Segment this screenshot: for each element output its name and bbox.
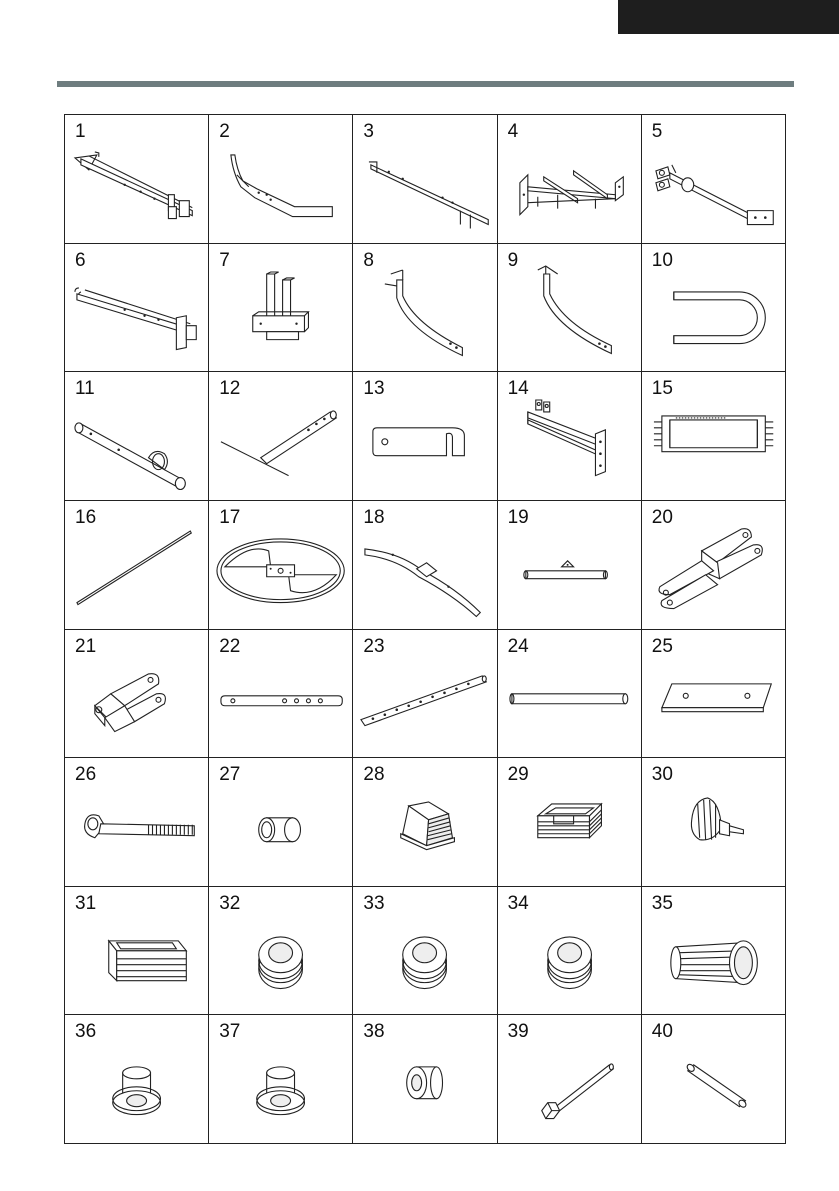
knob-icon	[642, 758, 785, 886]
part-number: 9	[507, 249, 519, 271]
clevis-bracket-icon	[65, 630, 208, 758]
part-cell	[642, 630, 786, 759]
oval-base-plate-icon	[209, 501, 352, 629]
part-number: 31	[75, 892, 97, 914]
part-number: 35	[651, 892, 673, 914]
part-number: 3	[363, 121, 374, 142]
round-end-cap-icon	[498, 887, 641, 1015]
eye-bolt-icon	[65, 758, 208, 886]
part-cell	[353, 501, 497, 630]
hex-bolt-icon	[498, 1015, 641, 1143]
right-handle-arm-icon	[498, 244, 641, 372]
pin-icon	[642, 1015, 785, 1143]
part-number: 16	[75, 506, 97, 528]
perforated-strip-icon	[209, 630, 352, 758]
part-cell	[65, 630, 209, 759]
slim-rail-icon	[353, 115, 496, 243]
part-cell	[353, 630, 497, 759]
part-cell	[498, 758, 642, 887]
header-rule	[57, 81, 794, 87]
part-cell	[353, 1015, 497, 1144]
part-cell	[498, 1015, 642, 1144]
part-cell	[642, 244, 786, 373]
wall-bracket-icon	[498, 372, 641, 500]
part-number: 39	[507, 1021, 529, 1043]
part-cell	[642, 115, 786, 244]
flanged-bushing-icon	[65, 1015, 208, 1143]
part-cell	[498, 115, 642, 244]
part-cell	[498, 630, 642, 759]
part-number: 6	[75, 249, 86, 271]
part-cell	[642, 372, 786, 501]
part-number: 30	[651, 764, 673, 786]
left-handle-arm-icon	[353, 244, 496, 372]
main-frame-icon	[65, 244, 208, 372]
bushing-icon	[209, 758, 352, 886]
part-cell	[65, 115, 209, 244]
thin-rod-icon	[65, 501, 208, 629]
part-cell	[209, 501, 353, 630]
part-number: 29	[507, 764, 529, 786]
part-cell	[498, 244, 642, 373]
part-number: 24	[507, 635, 529, 657]
flanged-bushing-icon	[209, 1015, 352, 1143]
part-number: 4	[507, 121, 519, 142]
strap-icon	[642, 372, 785, 500]
part-cell	[209, 115, 353, 244]
part-number: 26	[75, 764, 97, 786]
part-number: 22	[219, 635, 241, 657]
round-end-cap-icon	[209, 887, 352, 1015]
part-cell	[65, 372, 209, 501]
part-number: 34	[507, 892, 529, 914]
part-cell	[209, 630, 353, 759]
part-cell	[65, 758, 209, 887]
part-number: 11	[75, 378, 95, 400]
part-cell	[65, 1015, 209, 1144]
part-number: 37	[219, 1021, 241, 1043]
part-number: 19	[507, 506, 529, 528]
header-tab	[618, 0, 839, 34]
part-cell	[353, 244, 497, 373]
round-end-cap-icon	[353, 887, 496, 1015]
curved-bar-icon	[209, 115, 352, 243]
part-number: 23	[363, 635, 385, 657]
part-number: 33	[363, 892, 385, 914]
part-cell	[353, 758, 497, 887]
part-number: 38	[363, 1021, 385, 1043]
square-end-cap-icon	[498, 758, 641, 886]
part-number: 18	[363, 506, 385, 528]
part-cell	[498, 372, 642, 501]
part-cell	[642, 758, 786, 887]
part-number: 10	[651, 249, 673, 271]
part-number: 2	[219, 121, 230, 142]
part-number: 1	[75, 121, 86, 142]
part-cell	[498, 887, 642, 1016]
plain-tube-icon	[498, 630, 641, 758]
part-number: 7	[219, 249, 230, 271]
part-number: 28	[363, 764, 385, 786]
part-number: 25	[651, 635, 673, 657]
part-cell	[65, 887, 209, 1016]
upright-bracket-icon	[209, 244, 352, 372]
part-number: 17	[219, 506, 241, 528]
part-number: 27	[219, 764, 241, 786]
short-bar-icon	[498, 501, 641, 629]
part-cell	[353, 115, 497, 244]
part-number: 40	[651, 1021, 673, 1043]
part-number: 21	[75, 635, 97, 657]
double-clevis-bracket-icon	[642, 501, 785, 629]
part-number: 15	[651, 378, 673, 400]
part-number: 14	[507, 378, 529, 400]
part-cell	[209, 758, 353, 887]
part-cell	[209, 1015, 353, 1144]
part-number: 32	[219, 892, 241, 914]
curved-handle-bar-icon	[353, 501, 496, 629]
part-number: 36	[75, 1021, 97, 1043]
long-base-frame-icon	[65, 115, 208, 243]
part-number: 5	[651, 121, 663, 142]
part-cell	[353, 887, 497, 1016]
rubber-foot-icon	[353, 758, 496, 886]
flat-plate-icon	[642, 630, 785, 758]
parts-grid	[64, 114, 786, 1144]
tube-with-rod-icon	[209, 372, 352, 500]
seat-frame-icon	[498, 115, 641, 243]
rectangular-end-cap-icon	[65, 887, 208, 1015]
part-number: 8	[363, 249, 374, 271]
spacer-icon	[353, 1015, 496, 1143]
part-cell	[498, 501, 642, 630]
part-number: 13	[363, 378, 385, 400]
part-cell	[642, 1015, 786, 1144]
roller-tube-icon	[65, 372, 208, 500]
part-cell	[65, 244, 209, 373]
part-cell	[209, 244, 353, 373]
u-tube-icon	[642, 244, 785, 372]
part-cell	[353, 372, 497, 501]
pivot-arm-icon	[642, 115, 785, 243]
flat-hook-plate-icon	[353, 372, 496, 500]
part-number: 12	[219, 378, 241, 400]
tube-insert-icon	[642, 887, 785, 1015]
part-cell	[65, 501, 209, 630]
part-cell	[642, 501, 786, 630]
part-cell	[209, 887, 353, 1016]
part-cell	[642, 887, 786, 1016]
part-number: 20	[651, 506, 673, 528]
part-cell	[209, 372, 353, 501]
perforated-tube-icon	[353, 630, 496, 758]
